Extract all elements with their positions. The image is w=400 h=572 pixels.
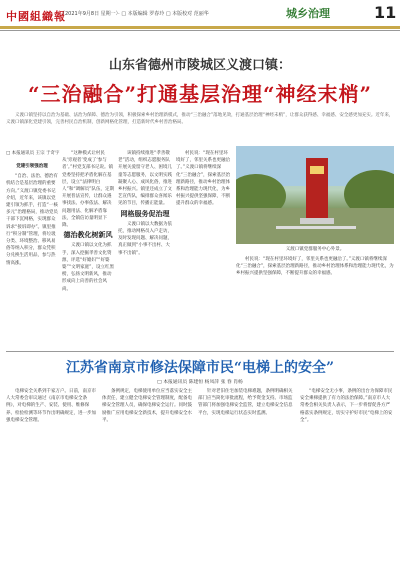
- article1-col5-text: 村民说：“现在村里环境好了，邻里关系也更融洽了。”义渡口镇将继续深化“三治融合”，探索基层治理新路径，推动乡村治理体系和治理能力现代化，为乡村振兴提供坚强保障，不断提升群众的幸福感。: [236, 257, 394, 277]
- article1-headline: “三治融合”打通基层治理“神经末梢”: [27, 82, 372, 106]
- photo-caption: 义渡口镇党群服务中心外景。: [285, 247, 345, 252]
- article1-photo: [236, 146, 394, 244]
- article2-col3-text: 针对老旧住宅加装电梯难题，条例明确相关部门应当简化审批流程，给予资金支持。市场监管部门将加强电梯安全监管，建立电梯安全信息平台，实现电梯运行状态实时监测。: [198, 389, 293, 416]
- article1-column-4: [176, 150, 232, 348]
- header-rule-thin: [0, 30, 400, 31]
- article1-col2-text: “这种模式让村民从‘旁观者’变成了‘参与者’。”村党支部书记说。镇党委坚持把矛盾化解在基层，设立“法律明白人”和“调解员”队伍，定期开展普法宣传，让群众遇事找法、办事依法、解决问题用法、化解矛盾靠法，全镇信访量明显下降。: [62, 151, 114, 229]
- article1-subhead-1: 党建引领强治理: [16, 164, 48, 169]
- article1-byline: □ 本报通讯员 王宗 于奇宇: [6, 151, 60, 156]
- masthead-info: （2021年9月8日 星期一）· □ 本版编辑 罗春玲 □ 本版校对 范丽华: [60, 11, 209, 17]
- article1-col3-text: 该镇持续推进“孝善敬老”活动，组织志愿服务队开展关爱留守老人、困境儿童等志愿服务，以文明实践凝聚人心、成风化俗，推进乡村振兴。镇里还成立了文艺宣传队，编排群众喜闻乐见的节目，传播正能量。: [118, 151, 172, 207]
- article1-col2b-text: 义渡口镇以文化为抓手，深入挖掘孝善文化资源，评选“好媳妇”“好婆婆”“文明家庭”，设立红黑榜，弘扬文明新风，推动形成向上向善的社会风尚。: [62, 243, 114, 292]
- article2-byline: □ 本报通讯员 陈建恒 杨凤萍 张 春 肖杨: [157, 380, 243, 385]
- article2-column-3: [198, 388, 294, 566]
- article1-col4-text: 村民说：“现在村里环境好了，邻里关系也更融洽了。”义渡口镇将继续深化“三治融合”，探索基层治理新路径，推动乡村治理体系和治理能力现代化，为乡村振兴提供坚强保障，不断提升群众的幸福感。: [176, 151, 231, 207]
- article-divider: [6, 351, 394, 352]
- article1-col1-text: “自治、法治、德治有机结合是基层治理的重要方向。”义渡口镇党委书记介绍，近年来，该镇以党建引领为抓手，打造“一核多元”治理格局，推动党员干部下沉网格，实现群众诉求“接诉即办”。镇里推行“积分制”管理，将垃圾分类、环境整治、移风易俗等纳入积分，群众凭积分兑换生活用品，参与热情高涨。: [6, 174, 58, 266]
- article2-col2-text: 条例规定，电梯使用单位应当落实安全主体责任，建立健全电梯安全管理制度，配备电梯安全管理人员，确保电梯安全运行。同时鼓励推广应用电梯安全新技术，提升电梯安全水平。: [102, 389, 192, 423]
- article1-subhead-3: 网格服务促治理: [120, 209, 170, 218]
- article1-column-1: [6, 160, 58, 348]
- article2-column-4: [300, 388, 394, 566]
- article1-column-5: [236, 256, 394, 348]
- article2-col1-text: 电梯安全关系到千家万户。日前，南京市人大常委会审议通过《南京市电梯安全条例》，对电梯的生产、安装、使用、维修保养、检验检测等环节作出明确规定，进一步加强电梯安全管理。: [6, 389, 96, 423]
- page-number: 11: [374, 3, 397, 22]
- article2-headline: 江苏省南京市修法保障市民“电梯上的安全”: [65, 360, 335, 376]
- article1-lead: 义渡口镇坚持以自治为基础、法治为保障、德治为引领，积极探索乡村治理新模式，推动“三治融合”落地见效，打通基层治理“神经末梢”，让群众获得感、幸福感、安全感更加充实。近年来，义渡口镇深化党建引领，完善村民自治机制，创新网格化管理，打造新时代乡村善治格局。: [6, 113, 394, 125]
- masthead-logo: 中國組織報: [6, 10, 66, 23]
- monument-illustration: [236, 146, 394, 244]
- article1-col3b-text: 义渡口镇以大数据为依托，推动网格员入户走访，及时发现问题、解决问题，真正做到“小事不出村、大事不出镇”。: [118, 221, 172, 256]
- article1-column-2: [62, 150, 114, 348]
- article2-col4-text: “电梯安全无小事，条例的出台为保障市民安全乘梯提供了有力的法治保障。”南京市人大常委会相关负责人表示，下一步将督促各方严格落实条例规定，切实守护好市民“电梯上的安全”。: [300, 389, 393, 423]
- section-label: 城乡治理: [286, 7, 330, 20]
- article1-column-3: [118, 150, 172, 348]
- header-rule: [0, 26, 400, 29]
- article1-subhead-2: 德治教化树新风: [63, 231, 113, 240]
- article2-column-1: [6, 388, 96, 566]
- article1-kicker: 山东省德州市陵城区义渡口镇：: [108, 58, 291, 73]
- article2-column-2: [102, 388, 192, 566]
